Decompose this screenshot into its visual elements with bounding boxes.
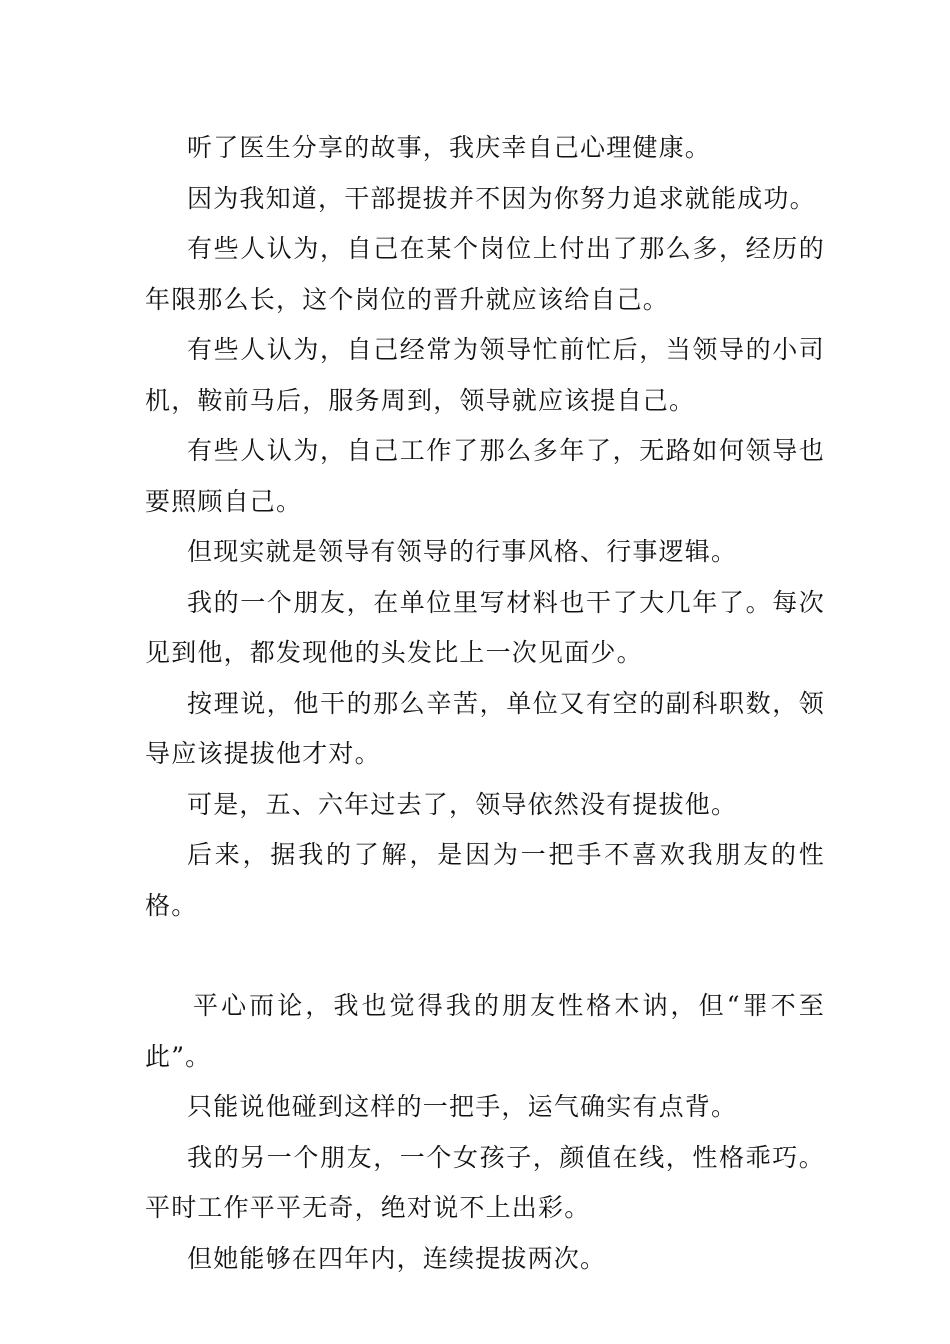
paragraph-11: 平心而论，我也觉得我的朋友性格木讷，但“罪不至此”。 <box>145 991 825 1071</box>
paragraph-2: 因为我知道，干部提拔并不因为你努力追求就能成功。 <box>187 183 816 213</box>
paragraph-8: 按理说，他干的那么辛苦，单位又有空的副科职数，领导应该提拔他才对。 <box>145 688 825 768</box>
paragraph-6: 但现实就是领导有领导的行事风格、行事逻辑。 <box>187 537 738 566</box>
paragraph-12: 只能说他碰到这样的一把手，运气确实有点背。 <box>187 1092 738 1121</box>
paragraph-10: 后来，据我的了解，是因为一把手不喜欢我朋友的性格。 <box>145 840 825 920</box>
paragraph-3: 有些人认为，自己在某个岗位上付出了那么多，经历的年限那么长，这个岗位的晋升就应该给自己。 <box>145 234 825 314</box>
article-body <box>145 123 825 1284</box>
paragraph-5: 有些人认为，自己工作了那么多年了，无路如何领导也要照顾自己。 <box>145 436 825 516</box>
paragraph-7: 我的一个朋友，在单位里写材料也干了大几年了。每次见到他，都发现他的头发比上一次见面少。 <box>145 587 825 667</box>
paragraph-4: 有些人认为，自己经常为领导忙前忙后，当领导的小司机，鞍前马后，服务周到，领导就应该提自己。 <box>145 335 825 415</box>
paragraph-14: 但她能够在四年内，连续提拔两次。 <box>187 1243 607 1273</box>
paragraph-9: 可是，五、六年过去了，领导依然没有提拔他。 <box>187 789 738 819</box>
paragraph-1: 听了医生分享的故事，我庆幸自己心理健康。 <box>187 133 712 162</box>
paragraph-13: 我的另一个朋友，一个女孩子，颜值在线，性格乖巧。平时工作平平无奇，绝对说不上出彩。 <box>145 1142 825 1222</box>
